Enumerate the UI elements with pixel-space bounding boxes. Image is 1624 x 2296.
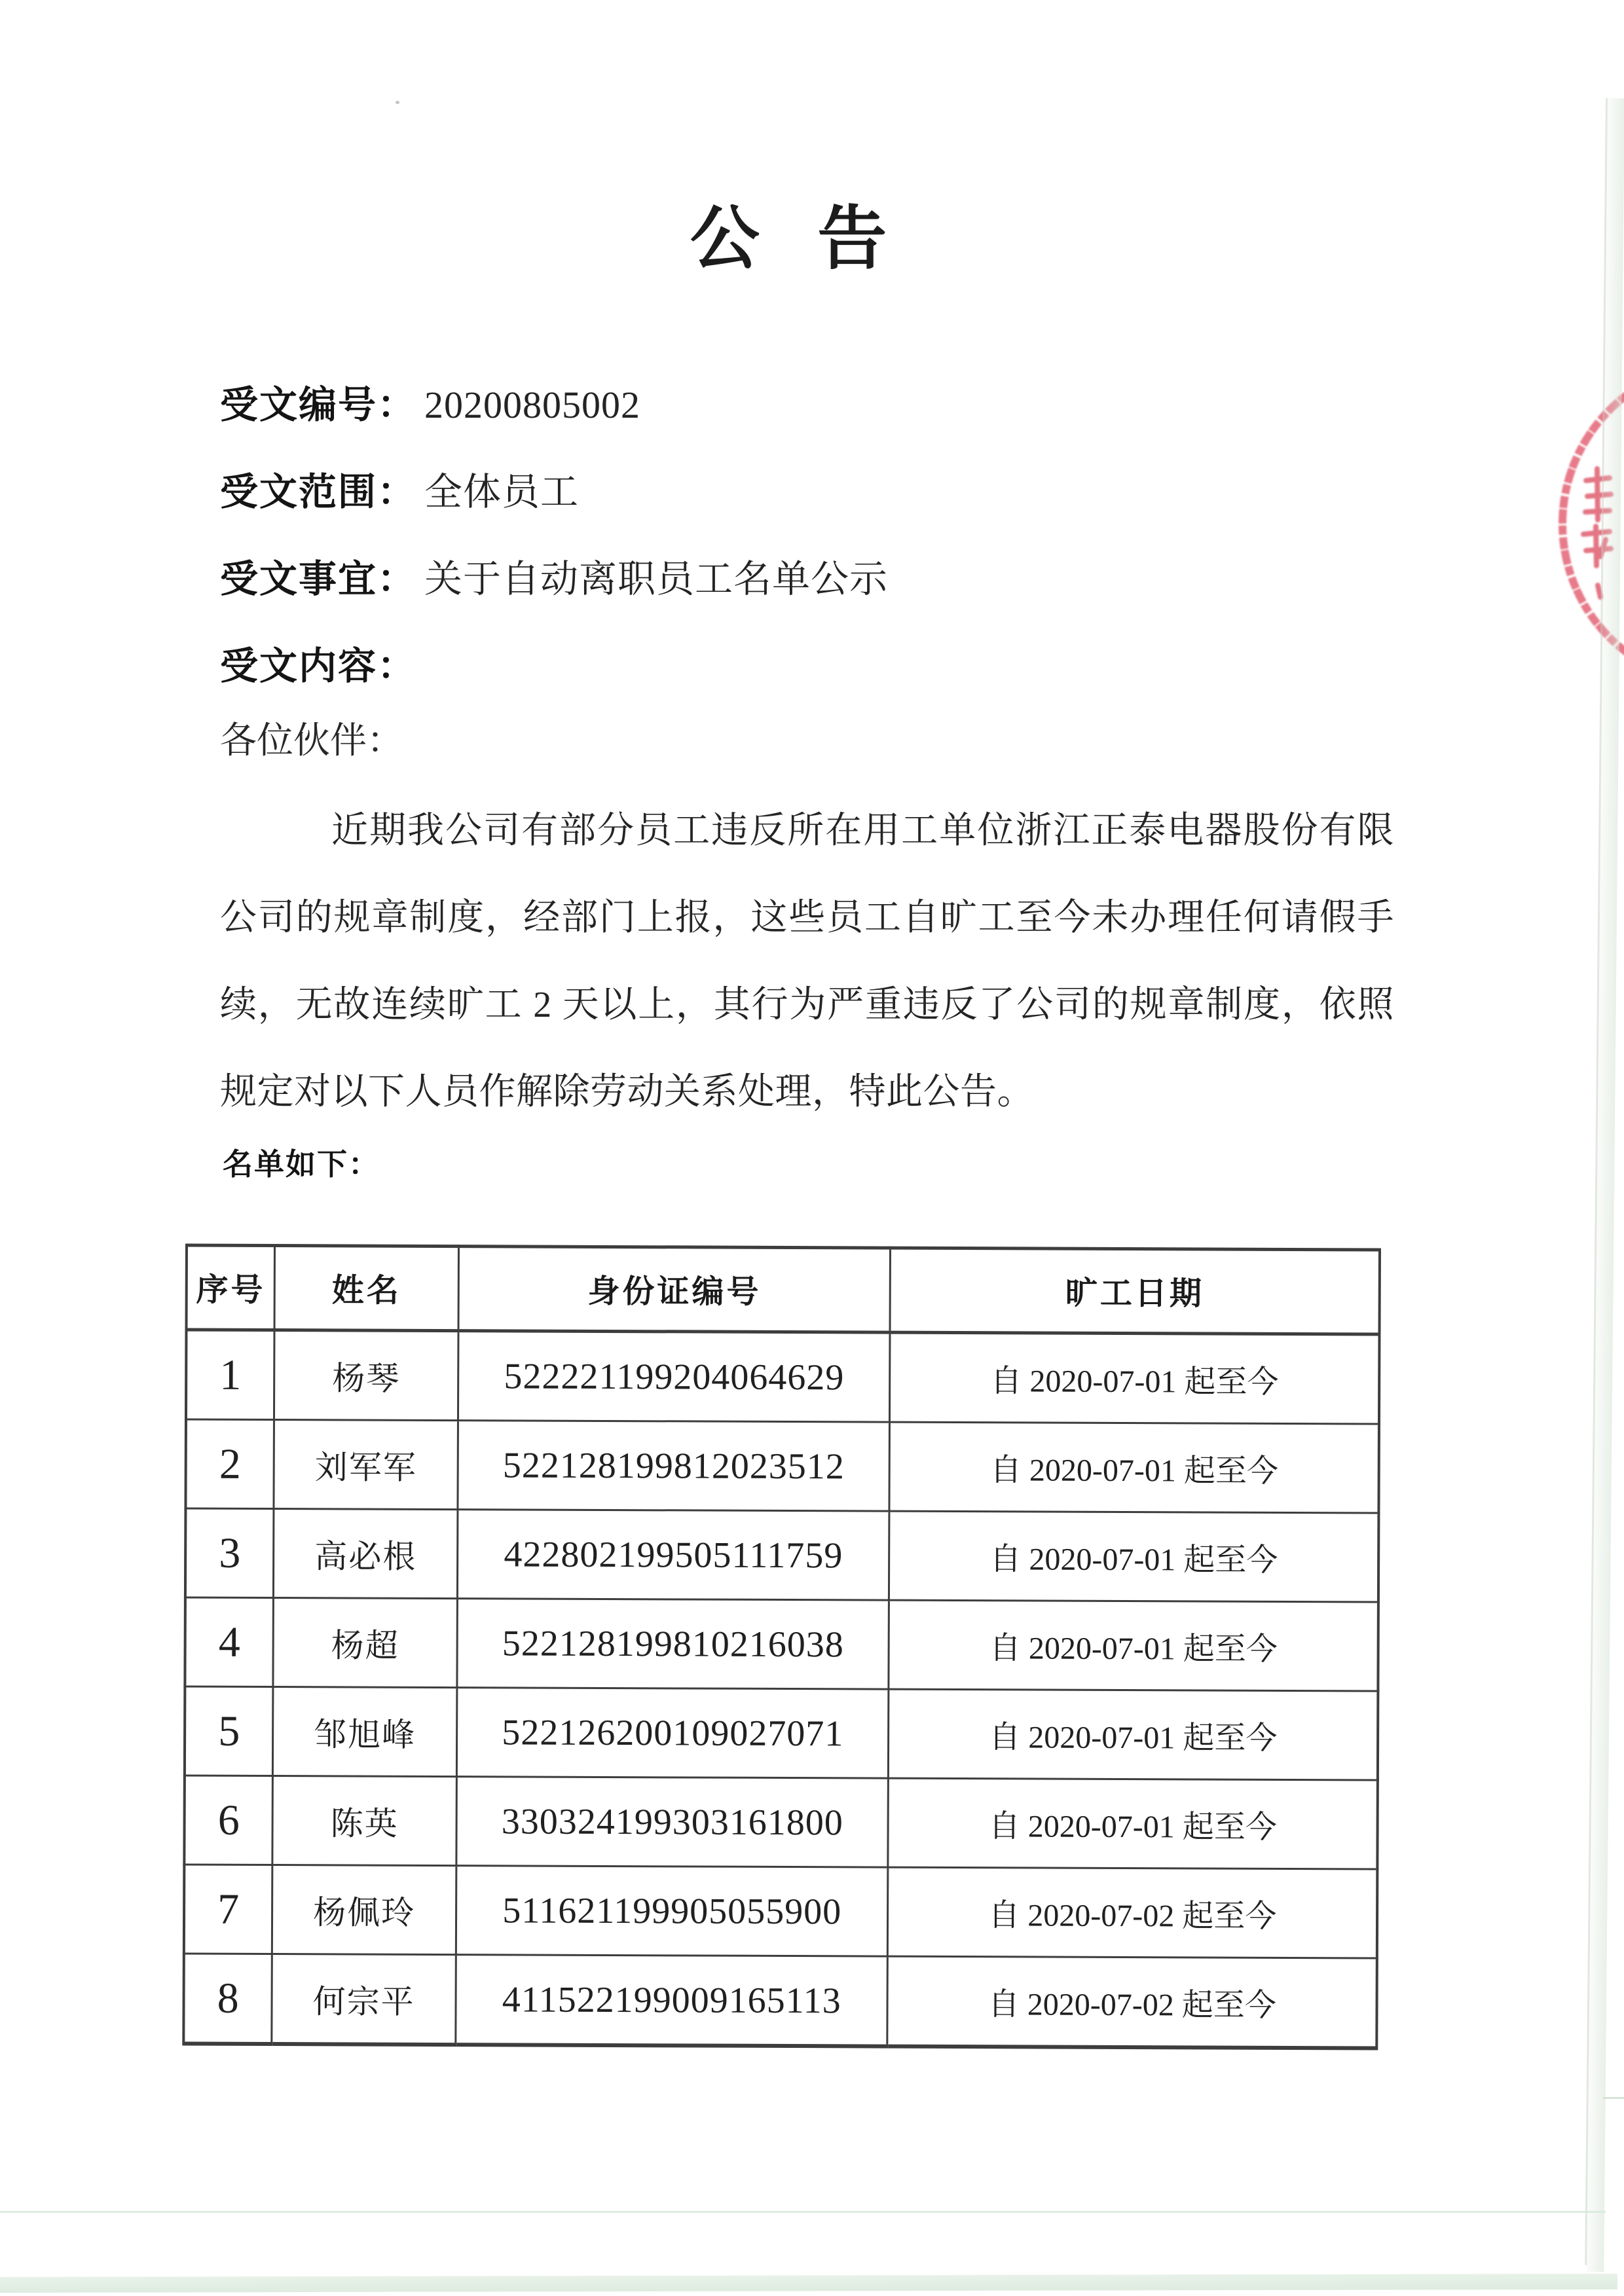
employee-name: 杨佩玲 — [272, 1865, 456, 1955]
page-title: 公 告 — [690, 201, 898, 278]
header-employee-name: 姓名 — [274, 1246, 458, 1331]
row-number: 1 — [186, 1330, 274, 1420]
meta-fields — [220, 361, 1441, 710]
row-number: 2 — [185, 1419, 274, 1509]
doc-content-label: 受文内容： — [220, 645, 417, 687]
table-row — [185, 1419, 1379, 1513]
doc-number-label: 受文编号： — [220, 384, 417, 426]
table-row — [185, 1686, 1378, 1780]
employee-name: 何宗平 — [272, 1954, 456, 2045]
id-number: 511621199905055900 — [456, 1866, 888, 1957]
row-number: 8 — [183, 1954, 272, 2044]
doc-subject-value: 关于自动离职员工名单公示 — [424, 558, 889, 600]
scan-right-edge-tick — [1603, 2097, 1624, 2099]
row-number: 4 — [185, 1597, 273, 1687]
table-row — [184, 1865, 1378, 1958]
header-id-number: 身份证编号 — [458, 1247, 891, 1333]
absence-date: 自 2020-07-01 起至今 — [890, 1332, 1380, 1424]
salutation: 各位伙伴： — [220, 721, 403, 761]
absence-date: 自 2020-07-02 起至今 — [887, 1956, 1377, 2048]
row-number: 6 — [184, 1776, 272, 1865]
absence-date: 自 2020-07-02 起至今 — [888, 1867, 1378, 1958]
roster-header-row — [187, 1245, 1380, 1334]
id-number: 411522199009165113 — [456, 1955, 888, 2047]
absence-date: 自 2020-07-01 起至今 — [888, 1778, 1378, 1869]
doc-scope-label: 受文范围： — [220, 471, 417, 513]
employee-name: 杨琴 — [274, 1330, 458, 1421]
row-number: 5 — [185, 1686, 273, 1776]
absentee-roster-table — [182, 1243, 1381, 2050]
meta-line-doc-number — [220, 361, 1441, 448]
scan-dust-speck — [396, 101, 399, 104]
table-row — [186, 1330, 1380, 1424]
employee-name: 邹旭峰 — [273, 1687, 457, 1777]
doc-subject-label: 受文事宜： — [220, 558, 417, 600]
employee-name: 陈英 — [272, 1776, 456, 1866]
employee-name: 刘军军 — [274, 1420, 458, 1510]
id-number: 522126200109027071 — [456, 1688, 889, 1779]
row-number: 7 — [184, 1865, 272, 1954]
id-number: 330324199303161800 — [456, 1777, 889, 1868]
absence-date: 自 2020-07-01 起至今 — [889, 1422, 1379, 1513]
header-absence-date: 旷工日期 — [890, 1248, 1380, 1334]
id-number: 522128199812023512 — [458, 1421, 890, 1512]
meta-line-doc-scope — [220, 448, 1441, 536]
scan-bottom-fold-line — [0, 2211, 1606, 2213]
employee-name: 高必根 — [274, 1509, 458, 1599]
id-number: 522128199810216038 — [457, 1599, 889, 1690]
table-row — [184, 1776, 1378, 1869]
meta-line-doc-content — [220, 623, 1441, 710]
doc-number-value: 20200805002 — [424, 384, 641, 426]
absence-date: 自 2020-07-01 起至今 — [889, 1600, 1378, 1691]
scan-bottom-shadow-band — [0, 2274, 1617, 2293]
list-heading: 名单如下： — [223, 1148, 380, 1181]
row-number: 3 — [185, 1508, 274, 1598]
absence-date: 自 2020-07-01 起至今 — [889, 1689, 1378, 1780]
body-paragraph: 近期我公司有部分员工违反所在用工单位浙江正泰电器股份有限公司的规章制度，经部门上报，这些员工自旷工至今未办理任何请假手续，无故连续旷工 2 天以上，其行为严重违反了公司的规章制度，依照规定对以下人员作解除劳动关系处理，特此公告。 — [220, 811, 1394, 1112]
employee-name: 杨超 — [273, 1598, 457, 1688]
header-serial-number: 序号 — [187, 1245, 275, 1330]
doc-scope-value: 全体员工 — [424, 471, 580, 513]
roster-body — [183, 1330, 1379, 2048]
id-number: 522221199204064629 — [458, 1331, 890, 1423]
table-row — [185, 1597, 1378, 1691]
id-number: 422802199505111759 — [457, 1510, 889, 1601]
absence-date: 自 2020-07-01 起至今 — [889, 1511, 1379, 1602]
meta-line-doc-subject — [220, 536, 1441, 623]
table-row — [183, 1954, 1377, 2048]
table-row — [185, 1508, 1379, 1602]
